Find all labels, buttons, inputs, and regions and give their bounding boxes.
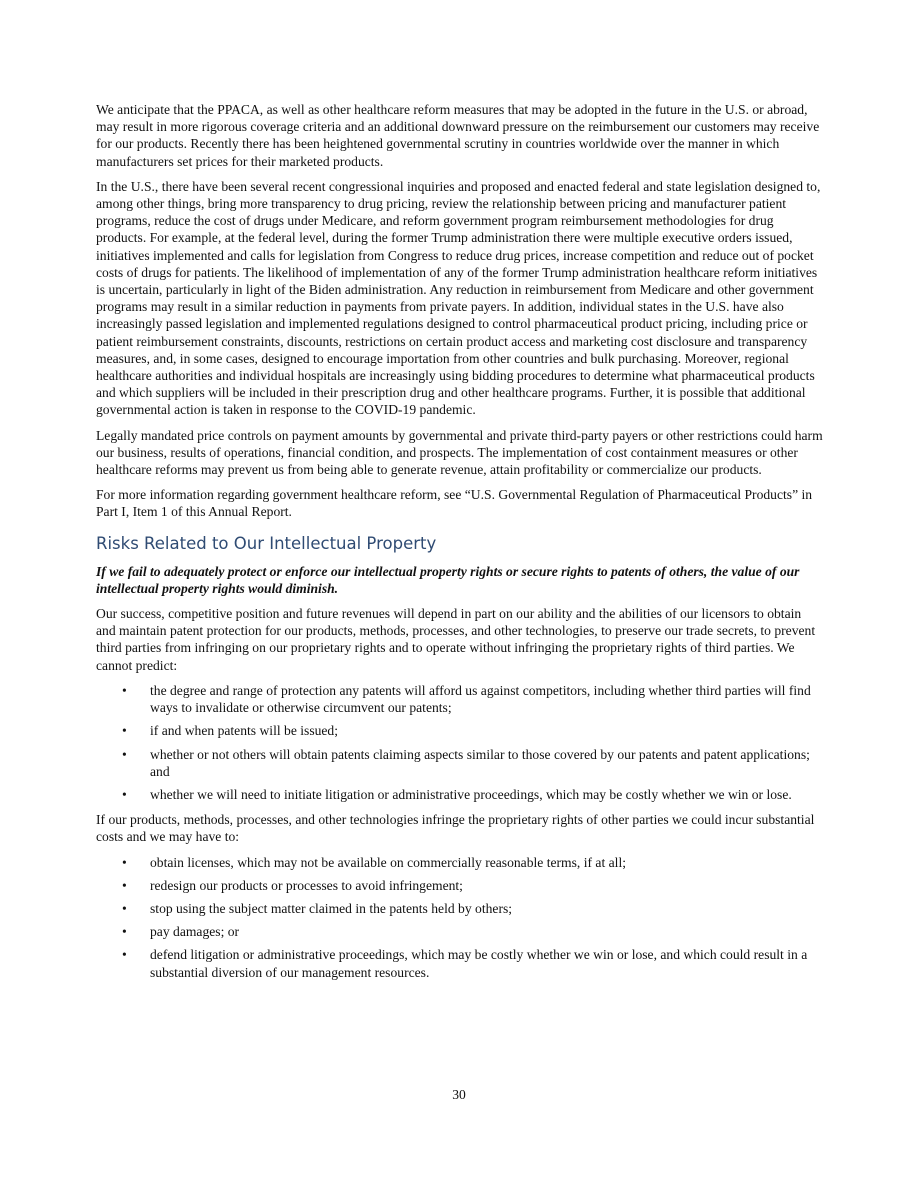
list-item-text: defend litigation or administrative proceedings, which may be costly whether we win or lose, and which could result in a substantial diversion of our management resources. xyxy=(150,947,808,980)
bullet-list-costs xyxy=(96,854,824,981)
risk-factor-title: If we fail to adequately protect or enforce our intellectual property rights or secure rights to patents of others, the value of our intellectual property rights would diminish. xyxy=(96,563,800,596)
paragraph-ppaca: We anticipate that the PPACA, as well as other healthcare reform measures that may be adopted in the future in the U.S. or abroad, may result in more rigorous coverage criteria and an additional downward pressure on the reimbursement our customers may receive for our products. Recently there has been heightened governmental scrutiny in countries worldwide over the manner in which manufacturers set prices for their marketed products. xyxy=(96,102,820,169)
list-item-text: stop using the subject matter claimed in the patents held by others; xyxy=(150,900,513,916)
section-heading: Risks Related to Our Intellectual Property xyxy=(96,533,437,553)
list-item xyxy=(96,854,824,871)
list-item xyxy=(96,877,824,894)
bullet-icon: • xyxy=(122,854,127,870)
list-item-text: obtain licenses, which may not be available on commercially reasonable terms, if at all; xyxy=(150,854,626,870)
list-item-text: if and when patents will be issued; xyxy=(150,723,339,739)
paragraph-more-information: For more information regarding government healthcare reform, see “U.S. Governmental Regulation of Pharmaceutical Products” in Part I, Item 1 of this Annual Report. xyxy=(96,487,813,520)
bullet-icon: • xyxy=(122,682,127,698)
bullet-icon: • xyxy=(122,746,127,762)
bullet-icon: • xyxy=(122,723,127,739)
list-item xyxy=(96,682,824,716)
paragraph-success: Our success, competitive position and future revenues will depend in part on our ability and the abilities of our licensors to obtain and maintain patent protection for our products, methods, processes, and other technologies, to preserve our trade secrets, to prevent third parties from infringing on our proprietary rights and to operate without infringing the proprietary rights of third parties. We cannot predict: xyxy=(96,606,816,673)
list-item-text: redesign our products or processes to avoid infringement; xyxy=(150,877,463,893)
page-number: 30 xyxy=(452,1087,466,1102)
bullet-icon: • xyxy=(122,786,127,802)
list-item-text: pay damages; or xyxy=(150,924,240,940)
list-item-text: whether or not others will obtain patents claiming aspects similar to those covered by our patents and patent applications; and xyxy=(150,746,810,779)
list-item xyxy=(96,923,824,940)
paragraph-us-legislation: In the U.S., there have been several recent congressional inquiries and proposed and enacted federal and state legislation designed to, among other things, bring more transparency to drug pricing, review the relationship between pricing and manufacturer patient programs, reduce the cost of drugs under Medicare, and reform government program reimbursement methodologies for drug products. For example, at the federal level, during the former Trump administration there were multiple executive orders issued, initiatives implemented and calls for legislation from Congress to reduce drug prices, increase competition and reduce out of pocket costs of drugs for patients. The likelihood of implementation of any of the former Trump administration healthcare reform initiatives is uncertain, particularly in light of the Biden administration. Any reduction in reimbursement from Medicare and other government programs may result in a similar reduction in payments from private payers. In addition, individual states in the U.S. have also increasingly passed legislation and implemented regulations designed to control pharmaceutical product pricing, including price or patient reimbursement constraints, discounts, restrictions on certain product access and marketing cost disclosure and transparency measures, and, in some cases, designed to encourage importation from other countries and bulk purchasing. Moreover, regional healthcare authorities and individual hospitals are increasingly using bidding procedures to determine what pharmaceutical products and which suppliers will be included in their prescription drug and other healthcare programs. Further, it is possible that additional governmental action is taken in response to the COVID-19 pandemic. xyxy=(96,178,821,418)
list-item xyxy=(96,722,824,739)
list-item xyxy=(96,786,824,803)
list-item xyxy=(96,900,824,917)
bullet-icon: • xyxy=(122,877,127,893)
bullet-icon: • xyxy=(122,947,127,963)
list-item xyxy=(96,746,824,780)
document-body xyxy=(96,101,824,989)
bullet-icon: • xyxy=(122,924,127,940)
list-item-text: the degree and range of protection any patents will afford us against competitors, including whether third parties will find ways to invalidate or otherwise circumvent our patents; xyxy=(150,682,811,716)
paragraph-infringe: If our products, methods, processes, and other technologies infringe the proprietary rights of other parties we could incur substantial costs and we may have to: xyxy=(96,812,815,845)
list-item-text: whether we will need to initiate litigation or administrative proceedings, which may be costly whether we win or lose. xyxy=(150,786,792,802)
list-item xyxy=(96,946,824,980)
bullet-icon: • xyxy=(122,900,127,916)
paragraph-price-controls: Legally mandated price controls on payment amounts by governmental and private third-party payers or other restrictions could harm our business, results of operations, financial condition, and prospects. The implementation of cost containment measures or other healthcare reforms may prevent us from being able to generate revenue, attain profitability or commercialize our products. xyxy=(96,427,823,478)
bullet-list-cannot-predict xyxy=(96,682,824,803)
